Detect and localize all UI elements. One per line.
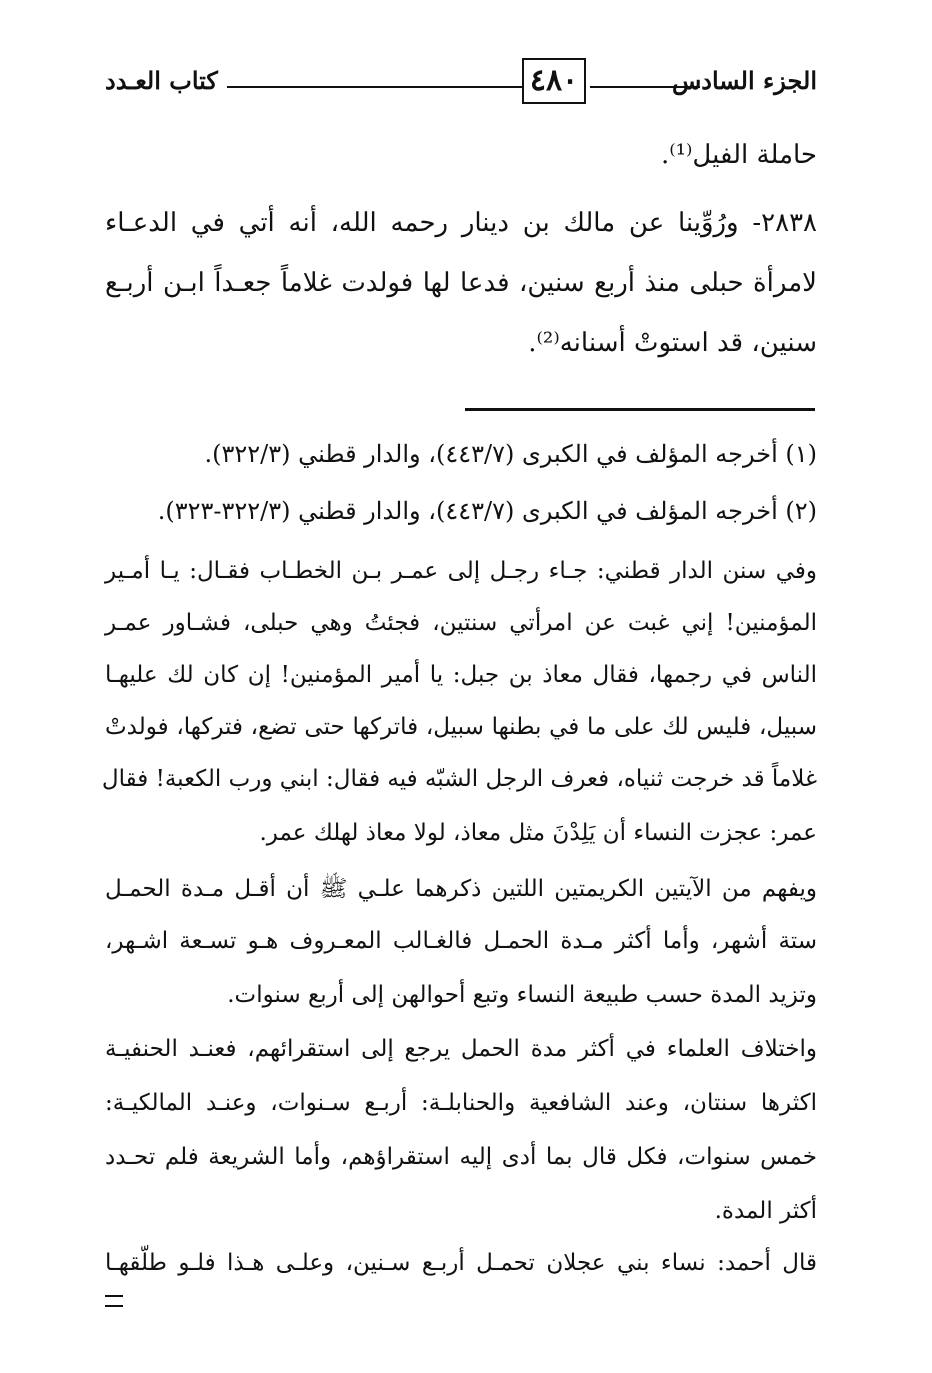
footnote-separator xyxy=(465,408,815,411)
note-line: أكثر المدة. xyxy=(714,1198,817,1224)
note-line: ستة أشهر، وأما أكثر مـدة الحمـل فالغـالب المعـروف هـو تسـعة اشـهر، xyxy=(105,928,817,954)
body-line: لامرأة حبلى منذ أربع سنين، فدعا لها فولدت غلاماً جعـداً ابـن أربـع xyxy=(105,268,817,298)
note-line: قال أحمد: نساء بني عجلان تحمـل أربـع سـنين، وعلـى هـذا فلـو طلّقهـا xyxy=(105,1250,817,1276)
book-section-title: كتاب العـدد xyxy=(105,66,218,95)
note-line: المؤمنين! إني غبت عن امرأتي سنتين، فجئتُ وهي حبلى، فشـاور عمـر xyxy=(105,610,817,636)
note-line: غلاماً قد خرجت ثنياه، فعرف الرجل الشبّه فيه فقال: ابني ورب الكعبة! فقال xyxy=(101,766,817,792)
note-line: اكثرها سنتان، وعند الشافعية والحنابلـة: أربـع سـنوات، وعنـد المالكيـة: xyxy=(105,1090,817,1116)
header-rule-left xyxy=(227,86,522,88)
note-line: ويفهم من الآيتين الكريمتين اللتين ذكرهما علـي ﷺ أن أقـل مـدة الحمـل xyxy=(105,876,817,902)
note-line: عمر: عجزت النساء أن يَلِدْنَ مثل معاذ، لولا معاذ لهلك عمر. xyxy=(259,820,817,846)
note-line: وفي سنن الدار قطني: جـاء رجـل إلى عمـر بـن الخطـاب فقـال: يـا أمـير xyxy=(105,558,817,584)
body-line: سنين، قد استوتْ أسنانه⁽²⁾. xyxy=(528,328,817,358)
note-line: واختلاف العلماء في أكثر مدة الحمل يرجع إلى استقرائهم، فعنـد الحنفيـة xyxy=(105,1036,817,1062)
footnote: (١) أخرجه المؤلف في الكبرى (٤٤٣/٧)، والدار قطني (٣٢٢/٣). xyxy=(204,440,817,468)
note-line: الناس في رجمها، فقال معاذ بن جبل: يا أمير المؤمنين! إن كان لك عليهـا xyxy=(105,662,817,688)
footnote: (٢) أخرجه المؤلف في الكبرى (٤٤٣/٧)، والدار قطني (٣٢٢/٣-٣٢٣). xyxy=(157,497,817,525)
note-line: وتزيد المدة حسب طبيعة النساء وتبع أحوالهن إلى أربع سنوات. xyxy=(227,982,817,1008)
note-line: خمس سنوات، فكل قال بما أدى إليه استقراؤهم، وأما الشريعة فلم تحـدد xyxy=(105,1144,817,1170)
page-number: ٤٨٠ xyxy=(522,58,586,104)
running-header xyxy=(105,58,817,114)
volume-title: الجزء السادس xyxy=(671,66,817,95)
body-line: حاملة الفيل⁽¹⁾. xyxy=(660,140,817,170)
continuation-marker xyxy=(105,1295,123,1307)
note-line: سبيل، فليس لك على ما في بطنها سبيل، فاتركها حتى تضع، فتركها، فولدتْ xyxy=(105,714,817,740)
body-line: ٢٨٣٨- ورُوِّينا عن مالك بن دينار رحمه الله، أنه أتي في الدعـاء xyxy=(105,208,817,238)
